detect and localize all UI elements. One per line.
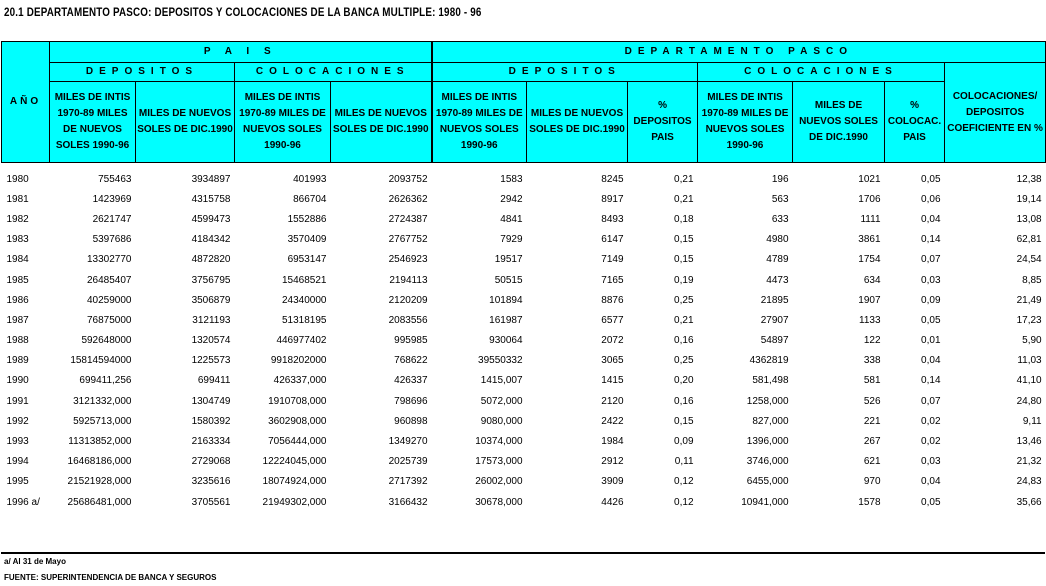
table-row <box>2 492 1046 512</box>
table-cell: 4789 <box>766 254 789 266</box>
table-cell: 21895 <box>760 294 789 306</box>
table-cell: 0,19 <box>674 274 694 286</box>
year-cell: 1983 <box>6 234 29 246</box>
table-cell: 4872820 <box>191 254 231 266</box>
table-cell: 768622 <box>394 355 428 367</box>
table-cell: 7149 <box>601 254 624 266</box>
table-cell: 11,03 <box>1017 355 1042 367</box>
table-cell: 2120 <box>601 395 624 407</box>
year-cell: 1992 <box>6 415 29 427</box>
table-cell: 19517 <box>494 254 523 266</box>
table-cell: 3065 <box>601 355 624 367</box>
table-row <box>2 189 1046 209</box>
table-cell: 2621747 <box>92 213 132 225</box>
table-cell: 1580392 <box>191 415 231 427</box>
table-cell: 21521928,000 <box>67 476 132 488</box>
table-cell: 54897 <box>760 335 789 347</box>
table-cell: 1021 <box>858 173 881 185</box>
table-cell: 221 <box>863 415 881 427</box>
table-cell: 3235616 <box>191 476 231 488</box>
departamento-group-header: DEPARTAMENTO PASCO <box>432 42 1046 63</box>
table-cell: 1320574 <box>191 335 231 347</box>
table-cell: 13,08 <box>1016 213 1042 225</box>
table-cell: 0,05 <box>921 314 941 326</box>
table-cell: 2729068 <box>191 456 231 468</box>
pais-col-miles-soles-header: MILES DE NUEVOS SOLES DE DIC.1990 <box>331 82 432 163</box>
table-cell: 62,81 <box>1016 234 1042 246</box>
table-cell: 0,03 <box>921 274 941 286</box>
table-cell: 0,14 <box>921 234 941 246</box>
year-cell: 1995 <box>6 476 29 488</box>
table-cell: 0,14 <box>921 375 941 387</box>
year-cell: 1986 <box>6 294 29 306</box>
table-cell: 161987 <box>489 314 523 326</box>
page-title: 20.1 DEPARTAMENTO PASCO: DEPOSITOS Y COLOCACIONES DE LA BANCA MULTIPLE: 1980 - 96 <box>4 5 482 19</box>
table-row <box>2 411 1046 431</box>
table-row <box>2 391 1046 411</box>
table-cell: 1706 <box>858 193 881 205</box>
table-cell: 0,02 <box>921 415 941 427</box>
table-cell: 13302770 <box>87 254 132 266</box>
table-cell: 338 <box>863 355 881 367</box>
table-cell: 526 <box>863 395 881 407</box>
table-row <box>2 270 1046 290</box>
table-cell: 26485407 <box>87 274 132 286</box>
year-cell: 1982 <box>6 213 29 225</box>
table-cell: 401993 <box>293 173 327 185</box>
table-cell: 8876 <box>601 294 624 306</box>
table-cell: 196 <box>771 173 789 185</box>
table-cell: 6953147 <box>287 254 327 266</box>
table-row <box>2 431 1046 451</box>
table-cell: 21949302,000 <box>262 496 327 508</box>
table-cell: 0,05 <box>921 173 941 185</box>
table-cell: 9918202000 <box>270 355 327 367</box>
table-cell: 3705561 <box>191 496 231 508</box>
table-cell: 10374,000 <box>475 436 523 448</box>
table-cell: 0,25 <box>674 355 694 367</box>
table-cell: 699411,256 <box>79 375 132 387</box>
table-cell: 0,18 <box>674 213 694 225</box>
table-cell: 1754 <box>858 254 881 266</box>
pais-colocaciones-header: COLOCACIONES <box>235 63 432 82</box>
table-cell: 12,38 <box>1016 173 1042 185</box>
table-cell: 15468521 <box>282 274 327 286</box>
table-header <box>2 42 1046 163</box>
table-cell: 1578 <box>858 496 881 508</box>
table-cell: 2767752 <box>388 234 428 246</box>
table-row <box>2 472 1046 492</box>
table-row <box>2 250 1046 270</box>
table-cell: 426337 <box>394 375 428 387</box>
year-cell: 1987 <box>6 314 29 326</box>
year-cell: 1985 <box>6 274 29 286</box>
table-cell: 1349270 <box>388 436 428 448</box>
table-cell: 30678,000 <box>475 496 523 508</box>
table-cell: 0,04 <box>921 355 941 367</box>
table-cell: 0,21 <box>674 314 694 326</box>
table-cell: 17,23 <box>1016 314 1042 326</box>
table-cell: 621 <box>863 456 881 468</box>
pais-col-miles-intis-header: MILES DE INTIS 1970-89 MILES DE NUEVOS SOLES 1990-96 <box>235 82 331 163</box>
table-row <box>2 290 1046 310</box>
table-cell: 0,11 <box>674 456 694 468</box>
table-body <box>2 163 1046 513</box>
table-cell: 3570409 <box>287 234 327 246</box>
table-cell: 3861 <box>858 234 881 246</box>
table-cell: 24,83 <box>1016 476 1042 488</box>
table-cell: 35,66 <box>1016 496 1042 508</box>
table-cell: 2072 <box>601 335 624 347</box>
table-cell: 3602908,000 <box>268 415 327 427</box>
table-cell: 0,21 <box>674 173 694 185</box>
table-cell: 866704 <box>293 193 327 205</box>
table-cell: 5397686 <box>92 234 132 246</box>
table-cell: 27907 <box>760 314 789 326</box>
table-cell: 4362819 <box>749 355 789 367</box>
table-row <box>2 331 1046 351</box>
table-cell: 0,25 <box>674 294 694 306</box>
table-cell: 1415,007 <box>480 375 523 387</box>
table-cell: 41,10 <box>1016 375 1042 387</box>
table-cell: 0,04 <box>921 476 941 488</box>
table-cell: 19,14 <box>1016 193 1042 205</box>
year-cell: 1993 <box>6 436 29 448</box>
table-cell: 0,05 <box>921 496 941 508</box>
table-cell: 1583 <box>500 173 523 185</box>
table-cell: 960898 <box>394 415 428 427</box>
table-cell: 50515 <box>494 274 523 286</box>
table-cell: 267 <box>863 436 881 448</box>
table-cell: 3909 <box>601 476 624 488</box>
table-cell: 8245 <box>601 173 624 185</box>
table-cell: 4315758 <box>191 193 231 205</box>
table-cell: 0,15 <box>674 415 694 427</box>
dep-dep-miles-soles-header: MILES DE NUEVOS SOLES DE DIC.1990 <box>527 82 628 163</box>
table-cell: 581 <box>863 375 881 387</box>
table-cell: 26002,000 <box>475 476 523 488</box>
data-table <box>1 41 1046 512</box>
table-cell: 970 <box>863 476 881 488</box>
table-cell: 633 <box>771 213 789 225</box>
pais-dep-miles-soles-header: MILES DE NUEVOS SOLES DE DIC.1990 <box>136 82 235 163</box>
table-cell: 3746,000 <box>746 456 789 468</box>
table-cell: 24340000 <box>282 294 327 306</box>
year-cell: 1984 <box>6 254 29 266</box>
table-cell: 6577 <box>601 314 624 326</box>
table-cell: 1258,000 <box>746 395 789 407</box>
dep-col-miles-soles-header: MILES DE NUEVOS SOLES DE DIC.1990 <box>793 82 885 163</box>
pais-group-header: P A I S <box>50 42 432 63</box>
table-cell: 0,20 <box>674 375 694 387</box>
table-cell: 2942 <box>500 193 523 205</box>
table-cell: 1415 <box>601 375 624 387</box>
table-cell: 7929 <box>500 234 523 246</box>
table-cell: 25686481,000 <box>67 496 132 508</box>
table-cell: 755463 <box>98 173 132 185</box>
year-cell: 1996 a/ <box>6 496 40 508</box>
table-cell: 1552886 <box>287 213 327 225</box>
table-cell: 24,80 <box>1016 395 1042 407</box>
table-cell: 24,54 <box>1016 254 1042 266</box>
year-cell: 1980 <box>6 173 29 185</box>
table-cell: 3121193 <box>192 314 231 326</box>
table-cell: 122 <box>863 335 881 347</box>
table-cell: 699411 <box>197 375 231 387</box>
table-cell: 39550332 <box>478 355 523 367</box>
year-cell: 1991 <box>6 395 29 407</box>
table-cell: 76875000 <box>87 314 132 326</box>
table-cell: 1423969 <box>92 193 132 205</box>
table-cell: 1225573 <box>191 355 231 367</box>
table-cell: 0,07 <box>921 395 941 407</box>
table-cell: 4599473 <box>191 213 231 225</box>
table-cell: 11313852,000 <box>68 436 132 448</box>
table-cell: 2626362 <box>388 193 428 205</box>
table-cell: 16468186,000 <box>67 456 132 468</box>
table-cell: 7165 <box>601 274 624 286</box>
table-cell: 4184342 <box>191 234 231 246</box>
table-cell: 101894 <box>489 294 523 306</box>
dep-pct-colocac-header: % COLOCAC. PAIS <box>885 82 945 163</box>
table-cell: 1907 <box>858 294 881 306</box>
table-cell: 51318195 <box>282 314 327 326</box>
table-cell: 2724387 <box>388 213 428 225</box>
dep-dep-miles-intis-header: MILES DE INTIS 1970-89 MILES DE NUEVOS SOLES 1990-96 <box>432 82 527 163</box>
table-cell: 2194113 <box>389 274 428 286</box>
table-cell: 930064 <box>489 335 523 347</box>
table-cell: 18074924,000 <box>262 476 327 488</box>
table-row <box>2 371 1046 391</box>
coeficiente-header: COLOCACIONES/ DEPOSITOS COEFICIENTE EN % <box>945 63 1046 163</box>
table-cell: 0,09 <box>921 294 941 306</box>
year-cell: 1989 <box>6 355 29 367</box>
table-cell: 13,46 <box>1016 436 1042 448</box>
year-cell: 1990 <box>6 375 29 387</box>
table-cell: 0,01 <box>921 335 941 347</box>
table-cell: 0,16 <box>674 335 694 347</box>
table-cell: 0,16 <box>674 395 694 407</box>
table-cell: 7056444,000 <box>268 436 327 448</box>
dep-col-miles-intis-header: MILES DE INTIS 1970-89 MILES DE NUEVOS SOLES 1990-96 <box>698 82 793 163</box>
table-cell: 4841 <box>500 213 523 225</box>
table-cell: 0,12 <box>674 476 694 488</box>
table-cell: 2083556 <box>388 314 428 326</box>
footnote: a/ Al 31 de Mayo <box>4 557 66 566</box>
table-cell: 3166432 <box>388 496 428 508</box>
year-cell: 1981 <box>6 193 29 205</box>
table-bottom-rule <box>1 552 1045 554</box>
table-cell: 10941,000 <box>741 496 789 508</box>
table-cell: 6147 <box>601 234 624 246</box>
table-cell: 0,04 <box>921 213 941 225</box>
year-column-header: AÑO <box>2 42 50 163</box>
table-cell: 0,02 <box>921 436 941 448</box>
dep-colocaciones-header: COLOCACIONES <box>698 63 945 82</box>
table-cell: 0,15 <box>674 234 694 246</box>
table-cell: 2093752 <box>388 173 428 185</box>
year-cell: 1994 <box>6 456 29 468</box>
table-cell: 3121332,000 <box>73 395 132 407</box>
table-cell: 21,49 <box>1016 294 1042 306</box>
table-cell: 8,85 <box>1022 274 1042 286</box>
table-cell: 3506879 <box>191 294 231 306</box>
table-cell: 1111 <box>860 213 881 225</box>
dep-pct-depositos-header: % DEPOSITOS PAIS <box>628 82 698 163</box>
table-cell: 0,09 <box>674 436 694 448</box>
table-cell: 6455,000 <box>746 476 789 488</box>
table-cell: 4980 <box>766 234 789 246</box>
table-cell: 8493 <box>601 213 624 225</box>
table-row <box>2 209 1046 229</box>
table-cell: 995985 <box>394 335 428 347</box>
table-cell: 0,07 <box>921 254 941 266</box>
table-cell: 592648000 <box>81 335 132 347</box>
table-cell: 2163334 <box>191 436 231 448</box>
table-cell: 5072,000 <box>480 395 523 407</box>
table-cell: 1304749 <box>191 395 231 407</box>
table-cell: 0,06 <box>921 193 941 205</box>
table-cell: 1910708,000 <box>268 395 327 407</box>
table-cell: 0,03 <box>921 456 941 468</box>
table-cell: 40259000 <box>87 294 132 306</box>
year-cell: 1988 <box>6 335 29 347</box>
pais-dep-miles-intis-header: MILES DE INTIS 1970-89 MILES DE NUEVOS SOLES 1990-96 <box>50 82 136 163</box>
table-cell: 5925713,000 <box>73 415 132 427</box>
source-note: FUENTE: SUPERINTENDENCIA DE BANCA Y SEGUROS <box>4 573 217 582</box>
table-cell: 17573,000 <box>475 456 523 468</box>
table-cell: 2546923 <box>388 254 428 266</box>
table-cell: 2025739 <box>388 456 428 468</box>
table-cell: 21,32 <box>1016 456 1042 468</box>
table-row <box>2 310 1046 330</box>
table-cell: 8917 <box>601 193 624 205</box>
table-cell: 5,90 <box>1022 335 1042 347</box>
table-cell: 1133 <box>859 314 881 326</box>
table-cell: 4426 <box>601 496 624 508</box>
table-row <box>2 351 1046 371</box>
table-row <box>2 163 1046 190</box>
table-cell: 827,000 <box>752 415 789 427</box>
table-cell: 0,12 <box>674 496 694 508</box>
table-cell: 581,498 <box>752 375 789 387</box>
table-cell: 563 <box>771 193 789 205</box>
table-cell: 634 <box>863 274 881 286</box>
table-cell: 3934897 <box>191 173 231 185</box>
table-row <box>2 230 1046 250</box>
table-cell: 0,21 <box>674 193 694 205</box>
pais-depositos-header: DEPOSITOS <box>50 63 235 82</box>
table-cell: 426337,000 <box>273 375 327 387</box>
table-row <box>2 452 1046 472</box>
table-cell: 2912 <box>601 456 624 468</box>
table-cell: 2120209 <box>388 294 428 306</box>
table-cell: 0,15 <box>674 254 694 266</box>
table-cell: 1984 <box>601 436 624 448</box>
table-cell: 12224045,000 <box>262 456 327 468</box>
table-cell: 4473 <box>766 274 789 286</box>
table-cell: 9,11 <box>1022 415 1042 427</box>
table-cell: 446977402 <box>276 335 327 347</box>
dep-depositos-header: DEPOSITOS <box>432 63 698 82</box>
table-cell: 798696 <box>394 395 428 407</box>
table-cell: 1396,000 <box>746 436 789 448</box>
table-cell: 9080,000 <box>480 415 523 427</box>
table-cell: 2717392 <box>388 476 428 488</box>
table-cell: 15814594000 <box>70 355 132 367</box>
table-cell: 3756795 <box>191 274 231 286</box>
table-cell: 2422 <box>601 415 624 427</box>
